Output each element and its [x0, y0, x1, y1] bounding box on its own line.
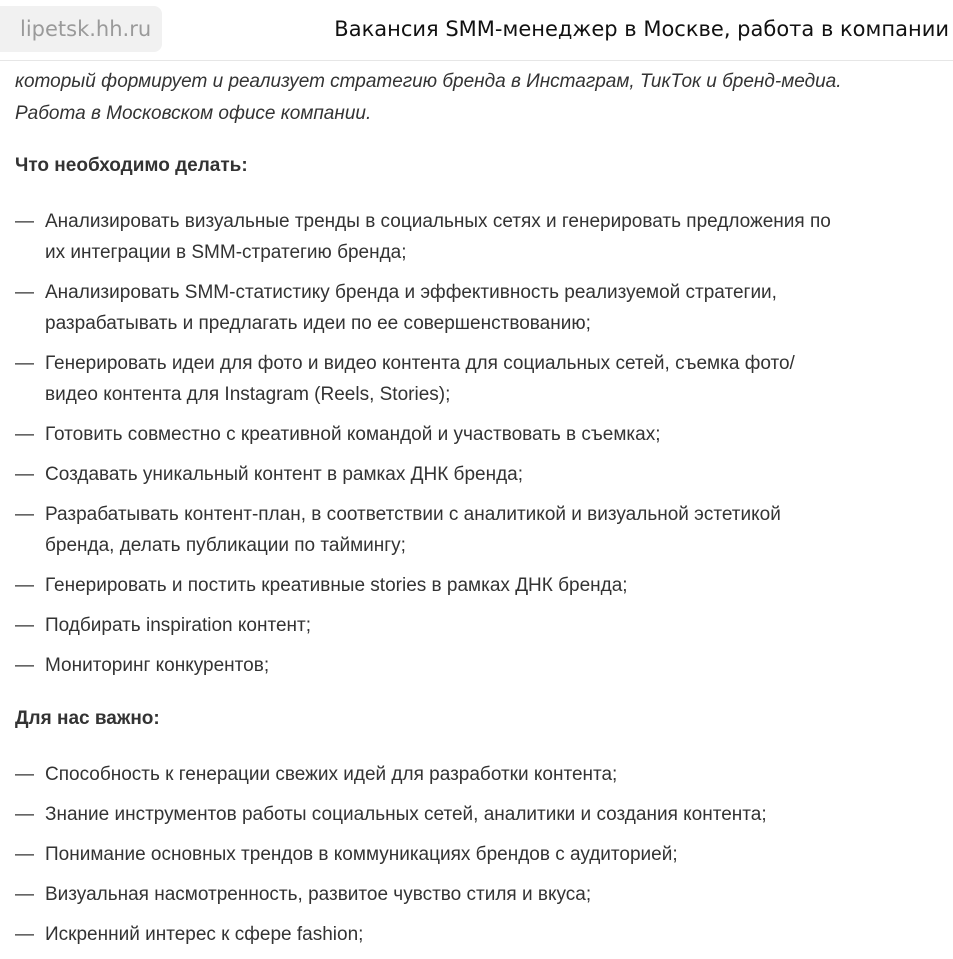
list-item — [15, 419, 940, 450]
list-dash: — — [15, 504, 34, 525]
requirements-list — [15, 759, 940, 959]
section-heading-requirements: Для нас важно: — [15, 708, 160, 729]
list-item — [15, 610, 940, 641]
list-item-text: видео контента для Instagram (Reels, Stories); — [45, 384, 451, 405]
list-dash: — — [15, 655, 34, 676]
list-dash: — — [15, 924, 34, 945]
list-item-text: Генерировать и постить креативные stories в рамках ДНК бренда; — [45, 575, 628, 596]
list-item-text: Подбирать inspiration контент; — [45, 615, 311, 636]
list-item — [15, 499, 940, 561]
list-item-text: Понимание основных трендов в коммуникациях брендов с аудиторией; — [45, 844, 678, 865]
list-item — [15, 759, 940, 790]
list-item — [15, 839, 940, 870]
list-dash: — — [15, 884, 34, 905]
list-item-text: Готовить совместно с креативной командой и участвовать в съемках; — [45, 424, 661, 445]
list-item-text: Создавать уникальный контент в рамках ДНК бренда; — [45, 464, 523, 485]
list-item — [15, 459, 940, 490]
url-chip[interactable]: lipetsk.hh.ru — [0, 6, 162, 52]
list-dash: — — [15, 764, 34, 785]
page-title: Вакансия SMM-менеджер в Москве, работа в компании — [334, 17, 949, 41]
list-dash: — — [15, 804, 34, 825]
list-dash: — — [15, 282, 34, 303]
intro-text — [15, 66, 940, 130]
list-item-text: Генерировать идеи для фото и видео контента для социальных сетей, съемка фото/ — [45, 353, 795, 374]
intro-line: Работа в Московском офисе компании. — [15, 103, 372, 124]
list-item — [15, 206, 940, 268]
list-item-text: Анализировать SMM-статистику бренда и эффективность реализуемой стратегии, — [45, 282, 777, 303]
list-item-text: Разрабатывать контент-план, в соответствии с аналитикой и визуальной эстетикой — [45, 504, 781, 525]
list-dash: — — [15, 575, 34, 596]
list-item-text: бренда, делать публикации по таймингу; — [45, 535, 406, 556]
list-dash: — — [15, 353, 34, 374]
list-item-text: Искренний интерес к сфере fashion; — [45, 924, 364, 945]
list-item-text: Мониторинг конкурентов; — [45, 655, 270, 676]
list-dash: — — [15, 615, 34, 636]
list-dash: — — [15, 424, 34, 445]
browser-top-bar — [0, 0, 953, 61]
list-item — [15, 650, 940, 681]
list-dash: — — [15, 464, 34, 485]
list-item — [15, 919, 940, 950]
list-item-text: разрабатывать и предлагать идеи по ее совершенствованию; — [45, 313, 591, 334]
list-dash: — — [15, 211, 34, 232]
list-dash: — — [15, 844, 34, 865]
list-item — [15, 879, 940, 910]
list-item-text: их интеграции в SMM-стратегию бренда; — [45, 242, 407, 263]
list-item — [15, 348, 940, 410]
list-item-text: Анализировать визуальные тренды в социальных сетях и генерировать предложения по — [45, 211, 831, 232]
list-item — [15, 799, 940, 830]
list-item-text: Визуальная насмотренность, развитое чувство стиля и вкуса; — [45, 884, 592, 905]
list-item-text: Способность к генерации свежих идей для разработки контента; — [45, 764, 618, 785]
list-item-text: Знание инструментов работы социальных сетей, аналитики и создания контента; — [45, 804, 767, 825]
duties-list — [15, 206, 940, 690]
section-heading-duties: Что необходимо делать: — [15, 155, 248, 176]
list-item — [15, 277, 940, 339]
intro-line: который формирует и реализует стратегию бренда в Инстаграм, ТикТок и бренд-медиа. — [15, 71, 842, 92]
list-item — [15, 570, 940, 601]
